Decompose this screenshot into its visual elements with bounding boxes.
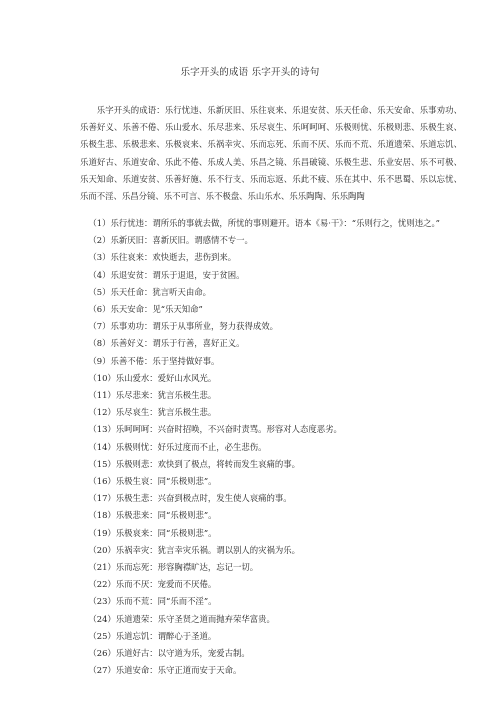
- list-item: （9）乐善不倦：乐于坚持做好事。: [88, 355, 220, 366]
- list-item: （13）乐呵呵呵：兴奋时招唤，不兴奋时责骂。形容对人态度恶劣。: [88, 424, 342, 435]
- list-item: （20）乐祸幸灾：犹言幸灾乐祸。谓以别人的灾祸为乐。: [88, 544, 301, 555]
- list-item: （7）乐事劝功：谓乐于从事所业，努力获得成效。: [88, 321, 278, 332]
- list-item: （21）乐而忘死：形容胸襟旷达，忘记一切。: [88, 562, 259, 573]
- list-item: （14）乐极则忧：好乐过度而不止，必生悲伤。: [88, 441, 267, 452]
- list-item: （2）乐新厌旧：喜新厌旧。谓感情不专一。: [88, 235, 253, 246]
- list-item: （19）乐极哀来：同“乐极则悲”。: [88, 527, 217, 538]
- list-item: （3）乐往哀来：欢快逝去，悲伤到来。: [88, 252, 237, 263]
- list-item: （27）乐道安命：乐守正道而安于天命。: [88, 665, 242, 676]
- list-item: （22）乐而不厌：宠爱而不厌倦。: [88, 579, 217, 590]
- list-item: （8）乐善好义：谓乐于行善，喜好正义。: [88, 338, 245, 349]
- list-item: （18）乐极悲来：同“乐极则悲”。: [88, 510, 217, 521]
- list-item: （6）乐天安命：见“乐天知命”: [88, 304, 203, 315]
- list-item: （17）乐极生悲：兴奋到极点时，发生使人哀痛的事。: [88, 493, 292, 504]
- list-item: （12）乐尽哀生：犹言乐极生悲。: [88, 407, 217, 418]
- list-item: （16）乐极生哀：同“乐极则悲”。: [88, 476, 217, 487]
- page-title: 乐字开头的成语 乐字开头的诗句: [180, 67, 320, 78]
- list-item: （15）乐极则悲：欢快到了极点，将转而发生哀痛的事。: [88, 458, 301, 469]
- list-item: （10）乐山爱水：爱好山水风光。: [88, 372, 217, 383]
- list-item: （5）乐天任命：犹言听天由命。: [88, 286, 211, 297]
- list-item: （26）乐道好古：以守道为乐，宠爱古制。: [88, 648, 250, 659]
- idiom-list: [80, 215, 462, 679]
- intro-paragraph: 乐字开头的成语：乐行忧违、乐新厌旧、乐往哀来、乐退安贫、乐天任命、乐天安命、乐事劝功、乐善好义、乐善不倦、乐山爱水、乐尽悲来、乐尽哀生、乐呵呵呵、乐极则忧、乐极则悲、乐极生哀、乐极生悲、乐极悲来、乐极哀来、乐祸幸灾、乐而忘死、乐而不厌、乐而不荒、乐道遗荣、乐道忘饥、乐道好古、乐道安命、乐此不倦、乐成人美、乐昌之镜、乐昌破镜、乐极生悲、乐业安居、乐不可极、乐天知命、乐道安贫、乐善好施、乐不行支、乐而忘返、乐此不疲、乐在其中、乐不思蜀、乐以忘忧、乐而不淫、乐昌分镜、乐不可言、乐不极盘、乐山乐水、乐乐陶陶、乐乐陶陶: [80, 105, 462, 202]
- list-item: （11）乐尽悲来：犹言乐极生悲。: [88, 390, 217, 401]
- list-item: （1）乐行忧违：谓所乐的事就去做，所忧的事则避开。语本《易·干》：“乐则行之，忧则违之。”: [88, 218, 440, 228]
- list-item: （25）乐道忘饥：谓醉心于圣道。: [88, 630, 217, 641]
- list-item: （23）乐而不荒：同“乐而不淫”。: [88, 596, 217, 607]
- list-item: （24）乐道遗荣：乐守圣贤之道而抛弃荣华富贵。: [88, 613, 275, 624]
- list-item: （4）乐退安贫：谓乐于退退，安于贫困。: [88, 269, 245, 280]
